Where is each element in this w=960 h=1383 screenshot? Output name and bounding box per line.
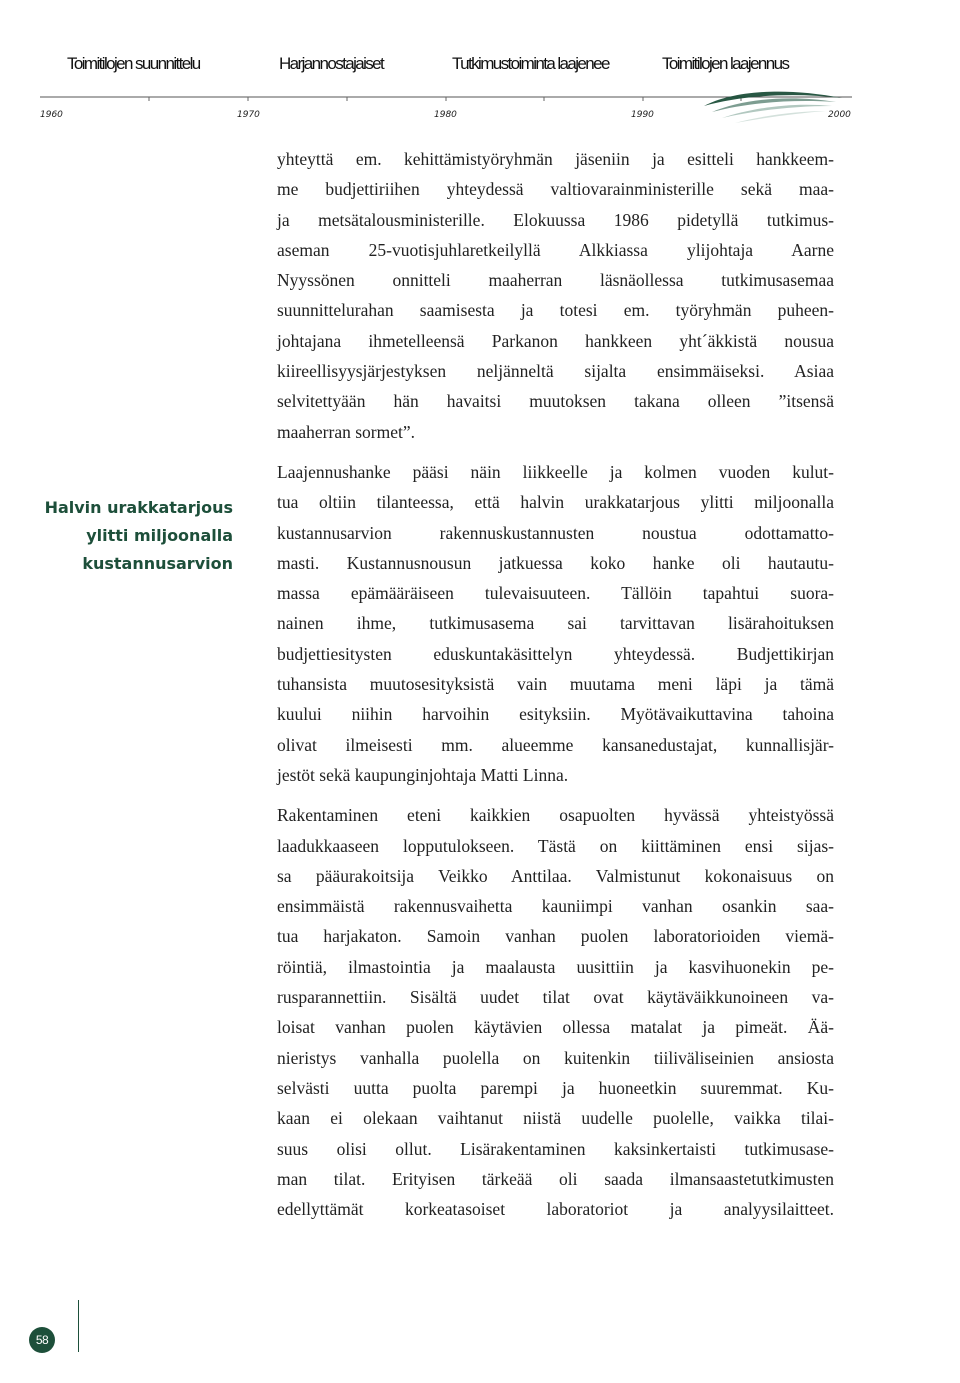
text-line: kaan ei olekaan vaihtanut niistä uudelle puolelle, vaikka tilai- xyxy=(277,1108,834,1129)
text-line: selvästi uutta puolta parempi ja huoneetkin suuremmat. Ku- xyxy=(277,1077,834,1098)
text-line: yhteyttä em. kehittämistyöryhmän jäseniin ja esitteli hankkeem- xyxy=(277,149,834,169)
body-text xyxy=(277,144,834,1234)
text-line: man tilat. Erityisen tärkeää oli saada ilmansaastetutkimusten xyxy=(277,1168,834,1189)
text-line: tuhansista muutosesityksistä vain muutama meni läpi ja tämä xyxy=(277,674,834,695)
text-line: masti. Kustannusnousun jatkuessa koko hanke oli hautautu- xyxy=(277,552,834,573)
text-line: jestöt sekä kaupunginjohtaja Matti Linna. xyxy=(277,764,569,785)
nav-item-toimitilojen-suunnittelu[interactable]: Toimitilojen suunnittelu xyxy=(67,54,200,73)
nav-item-harjannostajaiset[interactable]: Harjannostajaiset xyxy=(279,54,384,73)
margin-note xyxy=(40,494,233,578)
page-number-badge: 58 xyxy=(29,1327,55,1353)
text-line: kiireellisyysjärjestyksen neljänneltä sijalta ensimmäiseksi. Asiaa xyxy=(277,361,834,382)
text-line: selvitettyään hän havaitsi muutoksen takana olleen ”itsensä xyxy=(277,391,834,412)
margin-note-line: kustannusarvion xyxy=(82,554,233,573)
text-line: ja metsätalousministerille. Elokuussa 1986 pidetyllä tutkimus- xyxy=(277,209,834,230)
nav-item-toimitilojen-laajennus[interactable]: Toimitilojen laajennus xyxy=(662,54,789,73)
text-line: tua oltiin tilanteessa, että halvin urakkatarjous ylitti miljoonalla xyxy=(277,492,834,513)
margin-note-line: Halvin urakkatarjous xyxy=(44,498,233,517)
text-line: massa epämääräiseen tulevaisuuteen. Tällöin tapahtui suora- xyxy=(277,583,834,604)
timeline-ticks xyxy=(149,97,741,101)
paragraph-2 xyxy=(277,457,834,790)
text-line: aseman 25-vuotisjuhlaretkeilyllä Alkkiassa ylijohtaja Aarne xyxy=(277,239,834,260)
timeline-year-labels xyxy=(40,110,851,120)
text-line: kuului niihin harvoihin esityksiin. Myötävaikuttavina tahoina xyxy=(277,704,834,725)
section-nav xyxy=(0,54,960,78)
text-line: sa pääurakoitsija Veikko Anttilaa. Valmistunut kokonaisuus on xyxy=(277,865,834,886)
text-line: nainen ihme, tutkimusasema sai tarvittavan lisärahoituksen xyxy=(277,613,834,634)
text-line: Laajennushanke pääsi näin liikkeelle ja kolmen vuoden kulut- xyxy=(277,461,834,482)
text-line: budjettiesitysten eduskuntakäsittelyn yhteydessä. Budjettikirjan xyxy=(277,643,834,664)
text-line: nieristys vanhalla puolella on kuitenkin tiiliväliseinien ansiosta xyxy=(277,1047,834,1068)
year-label-1980: 1980 xyxy=(434,110,457,120)
text-line: suus olisi ollut. Lisärakentaminen kaksinkertaisti tutkimusase- xyxy=(277,1138,834,1159)
year-label-1970: 1970 xyxy=(237,110,260,120)
footer-rule xyxy=(78,1300,79,1352)
text-line: suunnittelurahan saamisesta ja totesi em. työryhmän puheen- xyxy=(277,300,834,321)
text-line: rusparannettiin. Sisältä uudet tilat ovat käytäväikkunoineen va- xyxy=(277,987,834,1008)
text-line: Rakentaminen eteni kaikkien osapuolten hyvässä yhteistyössä xyxy=(277,805,834,826)
text-line: Nyyssönen onnitteli maaherran läsnäollessa tutkimusasemaa xyxy=(277,270,834,291)
text-line: röintiä, ilmastointia ja maalausta uusittiin ja kasvihuonekin pe- xyxy=(277,956,834,977)
text-line: ensimmäistä rakennusvaihetta kauniimpi vanhan osankin saa- xyxy=(277,896,834,917)
text-line: me budjettiriihen yhteydessä valtiovarainministerille sekä maa- xyxy=(277,179,834,200)
text-line: maaherran sormet”. xyxy=(277,421,415,442)
text-line: johtajana ihmetelleensä Parkanon hankkeen yht´äkkistä nousua xyxy=(277,330,834,351)
text-line: tua harjakaton. Samoin vanhan puolen laboratorioiden viemä- xyxy=(277,926,834,947)
year-label-2000: 2000 xyxy=(828,110,851,120)
paragraph-3 xyxy=(277,800,834,1224)
timeline xyxy=(0,84,960,126)
margin-note-line: ylitti miljoonalla xyxy=(86,526,233,545)
text-line: kustannusarvion rakennuskustannusten noustua odottamatto- xyxy=(277,522,834,543)
year-label-1990: 1990 xyxy=(631,110,654,120)
text-line: loisat vanhan puolen käytävien ollessa matalat ja pimeät. Ää- xyxy=(277,1017,834,1038)
text-line: laadukkaaseen lopputulokseen. Tästä on kiittäminen ensi sijas- xyxy=(277,835,834,856)
timeline-swoosh-logo xyxy=(704,92,842,123)
paragraph-1 xyxy=(277,144,834,447)
year-label-1960: 1960 xyxy=(40,110,63,120)
nav-item-tutkimustoiminta-laajenee[interactable]: Tutkimustoiminta laajenee xyxy=(452,54,609,73)
text-line: olivat ilmeisesti mm. alueemme kansanedustajat, kunnallisjär- xyxy=(277,734,834,755)
text-line: edellyttämät korkeatasoiset laboratoriot ja analyysilaitteet. xyxy=(277,1199,834,1220)
